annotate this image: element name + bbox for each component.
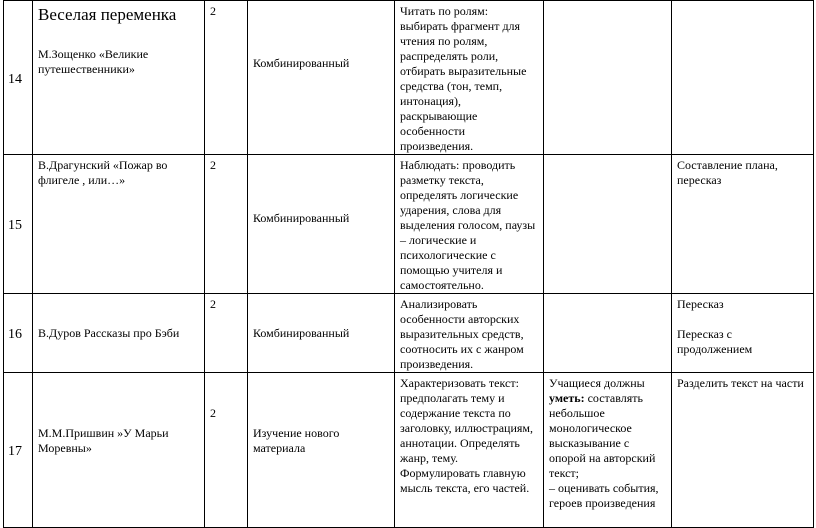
outcomes-bold-label: уметь: <box>549 391 585 405</box>
outcomes-cell <box>544 294 672 373</box>
lesson-type-cell: Комбинированный <box>248 1 395 155</box>
homework-cell <box>672 1 814 155</box>
lesson-title-cell <box>33 1 205 155</box>
lesson-plan-table <box>3 0 814 528</box>
lesson-type-cell: Изучение нового материала <box>248 373 395 528</box>
row-number: 16 <box>4 294 33 373</box>
hours-cell: 2 <box>205 155 248 294</box>
homework-cell: Составление плана, пересказ <box>672 155 814 294</box>
row-number: 17 <box>4 373 33 528</box>
homework-cell: Пересказ Пересказ с продолжением <box>672 294 814 373</box>
hours-cell: 2 <box>205 373 248 528</box>
lesson-title: М.Зощенко «Великие путешественники» <box>38 47 149 76</box>
lesson-type-cell: Комбинированный <box>248 294 395 373</box>
activities-cell: Читать по ролям: выбирать фрагмент для чтения по ролям, распределять роли, отбирать выразительные средства (тон, темп, интонация), раскрывающие особенности произведения. <box>395 1 544 155</box>
outcomes-cell <box>544 1 672 155</box>
lesson-title-cell: В.Дуров Рассказы про Бэби <box>33 294 205 373</box>
lesson-type-cell: Комбинированный <box>248 155 395 294</box>
homework-cell: Разделить текст на части <box>672 373 814 528</box>
lesson-title-cell: М.М.Пришвин »У Марьи Моревны» <box>33 373 205 528</box>
row-number: 14 <box>4 1 33 155</box>
activities-cell: Анализировать особенности авторских выразительных средств, соотносить их с жанром произведения. <box>395 294 544 373</box>
table-row <box>4 155 814 294</box>
table-row <box>4 1 814 155</box>
row-number: 15 <box>4 155 33 294</box>
activities-cell: Наблюдать: проводить разметку текста, определять логические ударения, слова для выделения голосом, паузы – логические и психологические с помощью учителя и самостоятельно. <box>395 155 544 294</box>
activities-cell: Характеризовать текст: предполагать тему и содержание текста по заголовку, иллюстрациям, аннотации. Определять жанр, тему. Формулировать главную мысль текста, его частей. <box>395 373 544 528</box>
table-row <box>4 373 814 528</box>
outcomes-cell <box>544 155 672 294</box>
hours-cell: 2 <box>205 1 248 155</box>
section-title: Веселая переменка <box>38 5 177 24</box>
hours-cell: 2 <box>205 294 248 373</box>
outcomes-cell: Учащиеся должны уметь: составлять небольшое монологическое высказывание с опорой на авторский текст; – оценивать события, героев произведения <box>544 373 672 528</box>
lesson-title-cell: В.Драгунский «Пожар во флигеле , или…» <box>33 155 205 294</box>
table-row <box>4 294 814 373</box>
